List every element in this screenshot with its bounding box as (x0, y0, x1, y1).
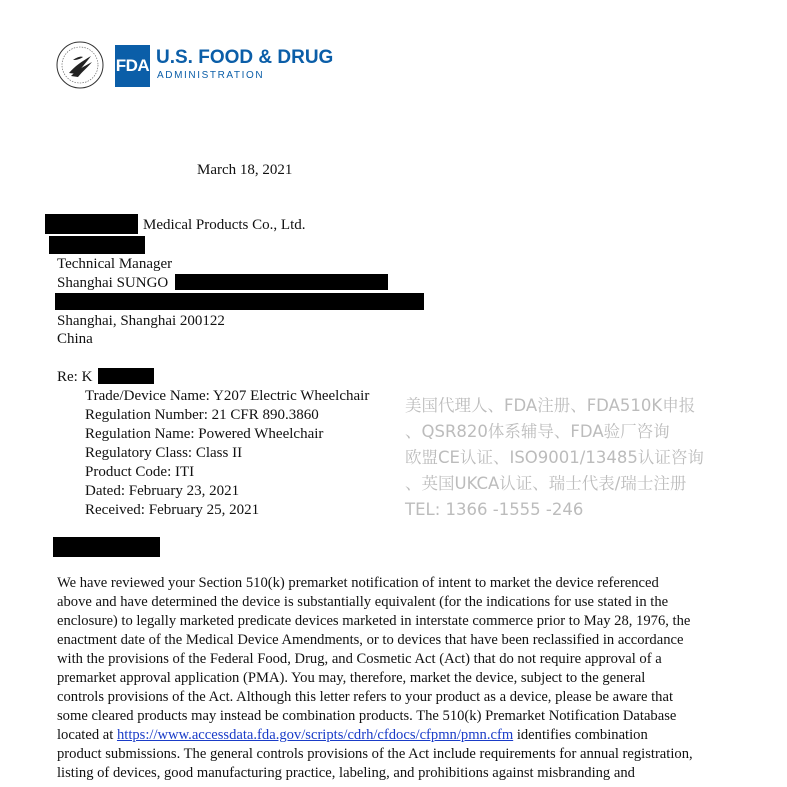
re-regulatory-class: Regulatory Class: Class II (85, 445, 243, 461)
re-received: Received: February 25, 2021 (85, 502, 260, 518)
body-line: premarket approval application (PMA). You may, therefore, market the device, subject to the general (57, 670, 646, 686)
body-line: product submissions. The general controls provisions of the Act include requirements for annual registration, (57, 746, 693, 762)
body-line: enclosure) to legally marketed predicate devices marketed in interstate commerce prior to May 28, 1976, the (57, 613, 691, 629)
redaction-box (55, 293, 424, 310)
watermark-line: TEL: 1366 -1555 -246 (405, 500, 584, 519)
re-trade-name: Trade/Device Name: Y207 Electric Wheelchair (85, 388, 370, 404)
watermark-line: 美国代理人、FDA注册、FDA510K申报 (405, 396, 696, 415)
re-product-code: Product Code: ITI (85, 464, 195, 480)
re-dated: Dated: February 23, 2021 (85, 483, 240, 499)
body-line: We have reviewed your Section 510(k) premarket notification of intent to market the device referenced (57, 575, 659, 591)
agency-name: U.S. FOOD & DRUG (156, 47, 334, 68)
pmn-database-link[interactable]: https://www.accessdata.fda.gov/scripts/cdrh/cfdocs/cfpmn/pmn.cfm (116, 727, 514, 743)
body-text-fragment: located at (57, 727, 117, 743)
recipient-title: Technical Manager (57, 256, 173, 272)
recipient-org: Shanghai SUNGO (57, 275, 169, 291)
re-label: Re: K (57, 369, 93, 385)
body-line (57, 726, 737, 745)
body-line: enactment date of the Medical Device Amendments, or to devices that have been reclassified in accordance (57, 632, 684, 648)
re-regulation-name: Regulation Name: Powered Wheelchair (85, 426, 324, 442)
hhs-seal-icon (55, 40, 105, 90)
re-regulation-number: Regulation Number: 21 CFR 890.3860 (85, 407, 319, 423)
redaction-box (49, 236, 145, 254)
watermark-text (405, 393, 745, 523)
recipient-company: Medical Products Co., Ltd. (143, 217, 306, 233)
body-line: listing of devices, good manufacturing practice, labeling, and prohibitions against misbranding and (57, 765, 635, 781)
body-text-fragment: identifies combination (513, 727, 648, 743)
watermark-line: 、英国UKCA认证、瑞士代表/瑞士注册 (405, 474, 687, 493)
recipient-city: Shanghai, Shanghai 200122 (57, 313, 225, 329)
watermark-line: 、QSR820体系辅导、FDA验厂咨询 (405, 422, 670, 441)
redaction-box (45, 214, 138, 234)
watermark-line: 欧盟CE认证、ISO9001/13485认证咨询 (405, 448, 704, 467)
letter-body (57, 574, 737, 783)
body-line: controls provisions of the Act. Although this letter refers to your product as a device, please be aware that (57, 689, 674, 705)
recipient-country: China (57, 331, 93, 347)
redaction-box (98, 368, 154, 384)
body-line: above and have determined the device is substantially equivalent (for the indications for use stated in the (57, 594, 669, 610)
letter-date: March 18, 2021 (197, 162, 293, 178)
body-line: with the provisions of the Federal Food, Drug, and Cosmetic Act (Act) that do not require approval of a (57, 651, 662, 667)
agency-subtitle: ADMINISTRATION (157, 70, 265, 81)
redaction-box (175, 274, 388, 290)
body-line: some cleared products may instead be combination products. The 510(k) Premarket Notification Database (57, 708, 677, 724)
redaction-box (53, 537, 160, 557)
fda-logo: FDA (115, 45, 150, 87)
